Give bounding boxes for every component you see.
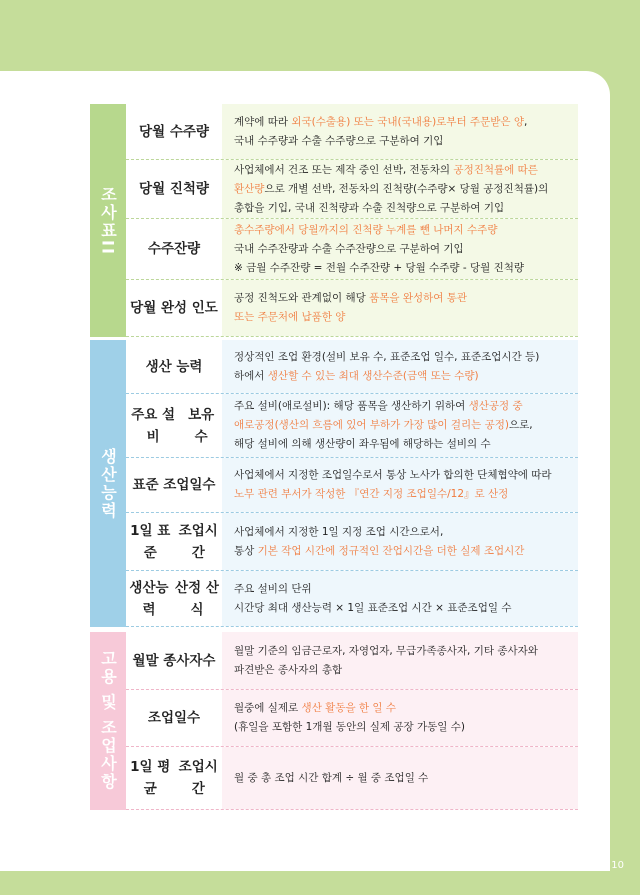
description-text: (휴일을 포함한 1개월 동안의 실제 공장 가동일 수) [234, 721, 465, 733]
description-line [234, 642, 578, 661]
description-line [234, 259, 578, 278]
description-text: 공정 진척도와 관계없이 해당 [234, 292, 370, 304]
description-line [234, 435, 578, 454]
term-label-line: 1일 평균 [130, 759, 171, 797]
description-line [234, 718, 578, 737]
term-label-line: 당월 진척량 [139, 181, 209, 197]
term-label [126, 280, 222, 336]
description-text: 사업체에서 지정한 조업일수로서 통상 노사가 합의한 단체협약에 따라 [234, 469, 552, 481]
description-line [234, 221, 578, 240]
term-row [126, 104, 578, 160]
term-row [126, 280, 578, 337]
description-text: 으로, [509, 419, 533, 431]
description-line [234, 367, 578, 386]
term-row [126, 394, 578, 458]
description-line [234, 542, 578, 561]
description-text: 으로 개별 선박, 전동차의 진척량(수주량× 당월 공정진척률)의 [264, 182, 549, 195]
page-number: 10 [611, 860, 624, 871]
term-label-line: 보유 수 [188, 406, 215, 445]
description-text: 시간당 최대 생산능력 × 1일 표준조업 시간 × 표준조업일 수 [234, 601, 512, 614]
category-label: 조사표II [98, 185, 118, 256]
description-line [234, 132, 578, 151]
highlighted-text: 외국(수출용) 또는 국내(국내용)로부터 주문받은 양 [291, 115, 524, 128]
description-line [234, 485, 578, 504]
highlighted-text: 애로공정(생산의 흐름에 있어 부하가 가장 많이 걸리는 공정) [234, 419, 509, 431]
description-text: , [524, 115, 528, 128]
description-text: 사업체에서 건조 또는 제작 중인 선박, 전동차의 [234, 163, 454, 176]
description-line [234, 240, 578, 259]
term-label-line: 당월 완성 인도 [130, 300, 218, 316]
description-text: 국내 수주잔량과 수출 수주잔량으로 구분하여 기입 [234, 242, 464, 255]
term-row [126, 160, 578, 219]
term-label-line: 조업시간 [178, 759, 218, 797]
description-line [234, 580, 578, 599]
term-description [222, 632, 578, 689]
term-label [126, 104, 222, 159]
section-production-capacity [90, 340, 578, 627]
term-description [222, 747, 578, 809]
term-label [126, 690, 222, 746]
term-description [222, 219, 578, 279]
term-label [126, 160, 222, 218]
term-label-line: 조업시간 [178, 522, 218, 561]
section-survey-table-2 [90, 104, 578, 337]
term-label [126, 219, 222, 279]
description-line [234, 416, 578, 435]
term-description [222, 160, 578, 218]
highlighted-text: 품목을 완성하여 통관 [369, 292, 468, 304]
term-label-line: 월말 종사자수 [132, 652, 216, 669]
description-text: 하에서 [234, 369, 268, 382]
term-label-line: 수주잔량 [147, 241, 201, 257]
term-label [126, 394, 222, 457]
description-line [234, 113, 578, 132]
term-label [126, 632, 222, 689]
description-line [234, 348, 578, 367]
description-text: 정상적인 조업 환경(설비 보유 수, 표준조업 일수, 표준조업시간 등) [234, 350, 540, 363]
category-label-box [90, 340, 126, 627]
term-description [222, 394, 578, 457]
term-row [126, 571, 578, 627]
description-line [234, 199, 578, 218]
term-row [126, 690, 578, 747]
term-label-line: 1일 표준 [130, 522, 171, 561]
category-label: 생산능력 [98, 447, 118, 520]
highlighted-text: 또는 주문처에 납품한 양 [234, 311, 346, 323]
description-text: 계약에 따라 [234, 115, 292, 128]
term-description [222, 340, 578, 393]
term-row [126, 340, 578, 394]
category-label-box [90, 632, 126, 810]
term-description [222, 690, 578, 746]
term-description [222, 513, 578, 570]
term-label [126, 458, 222, 512]
description-text: 주요 설비의 단위 [234, 582, 312, 595]
description-line [234, 523, 578, 542]
description-text: 사업체에서 지정한 1일 지정 조업 시간으로서, [234, 525, 444, 538]
description-line [234, 289, 578, 308]
term-label-line: 당월 수주량 [139, 123, 209, 140]
term-label-line: 생산능력 [129, 579, 169, 618]
term-row [126, 513, 578, 571]
term-label [126, 747, 222, 809]
description-text: 월 중 총 조업 시간 합계 ÷ 월 중 조업일 수 [234, 771, 429, 784]
term-label-line: 표준 조업일수 [132, 477, 216, 493]
description-text: 주요 설비(애로설비): 해당 품목을 생산하기 위하여 [234, 400, 469, 412]
highlighted-text: 노무 관련 부서가 작성한 『연간 지정 조업일수/12』로 산정 [234, 488, 509, 500]
description-text: 해당 설비에 의해 생산량이 좌우됨에 해당하는 설비의 수 [234, 438, 491, 450]
term-label-line: 산정 산식 [175, 579, 219, 618]
highlighted-text: 기본 작업 시간에 정규적인 잔업시간을 더한 실제 조업시간 [257, 544, 525, 557]
highlighted-text: 생산공정 중 [468, 400, 523, 412]
term-description [222, 104, 578, 159]
description-text: 월말 기준의 임금근로자, 자영업자, 무급가족종사자, 기타 종사자와 [234, 644, 538, 657]
category-label: 고용 및 조업사항 [98, 650, 118, 792]
description-line [234, 308, 578, 327]
term-row [126, 632, 578, 690]
description-line [234, 180, 578, 199]
category-label-box [90, 104, 126, 337]
term-description [222, 458, 578, 512]
bottom-band [0, 871, 640, 895]
term-description [222, 571, 578, 626]
highlighted-text: 총수주량에서 당월까지의 진척량 누계를 뺀 나머지 수주량 [234, 223, 498, 236]
term-description [222, 280, 578, 336]
term-label [126, 571, 222, 626]
term-label-line: 생산 능력 [145, 358, 203, 375]
description-text: 통상 [234, 544, 258, 557]
description-text: 국내 수주량과 수출 수주량으로 구분하여 기입 [234, 134, 444, 147]
highlighted-text: 환산량 [234, 182, 265, 195]
description-text: 파견받은 종사자의 총합 [234, 663, 343, 676]
term-row [126, 747, 578, 810]
highlighted-text: 공정진척률에 따른 [453, 163, 538, 176]
section-employment-operation [90, 632, 578, 810]
term-row [126, 219, 578, 280]
term-label [126, 340, 222, 393]
highlighted-text: 생산할 수 있는 최대 생산수준(금액 또는 수량) [267, 369, 479, 382]
description-line [234, 661, 578, 680]
term-label-line: 조업일수 [147, 710, 201, 726]
description-line [234, 699, 578, 718]
description-line [234, 466, 578, 485]
description-line [234, 161, 578, 180]
description-line [234, 599, 578, 618]
description-text: ※ 금월 수주잔량 = 전월 수주잔량 + 당월 수주량 - 당월 진척량 [234, 261, 525, 274]
description-text: 총합을 기입, 국내 진척량과 수출 진척량으로 구분하여 기입 [234, 201, 505, 214]
description-text: 월중에 실제로 [234, 702, 302, 714]
term-label-line: 주요 설비 [131, 406, 176, 445]
term-row [126, 458, 578, 513]
description-line [234, 769, 578, 788]
term-label [126, 513, 222, 570]
highlighted-text: 생산 활동을 한 일 수 [301, 702, 397, 714]
description-line [234, 397, 578, 416]
